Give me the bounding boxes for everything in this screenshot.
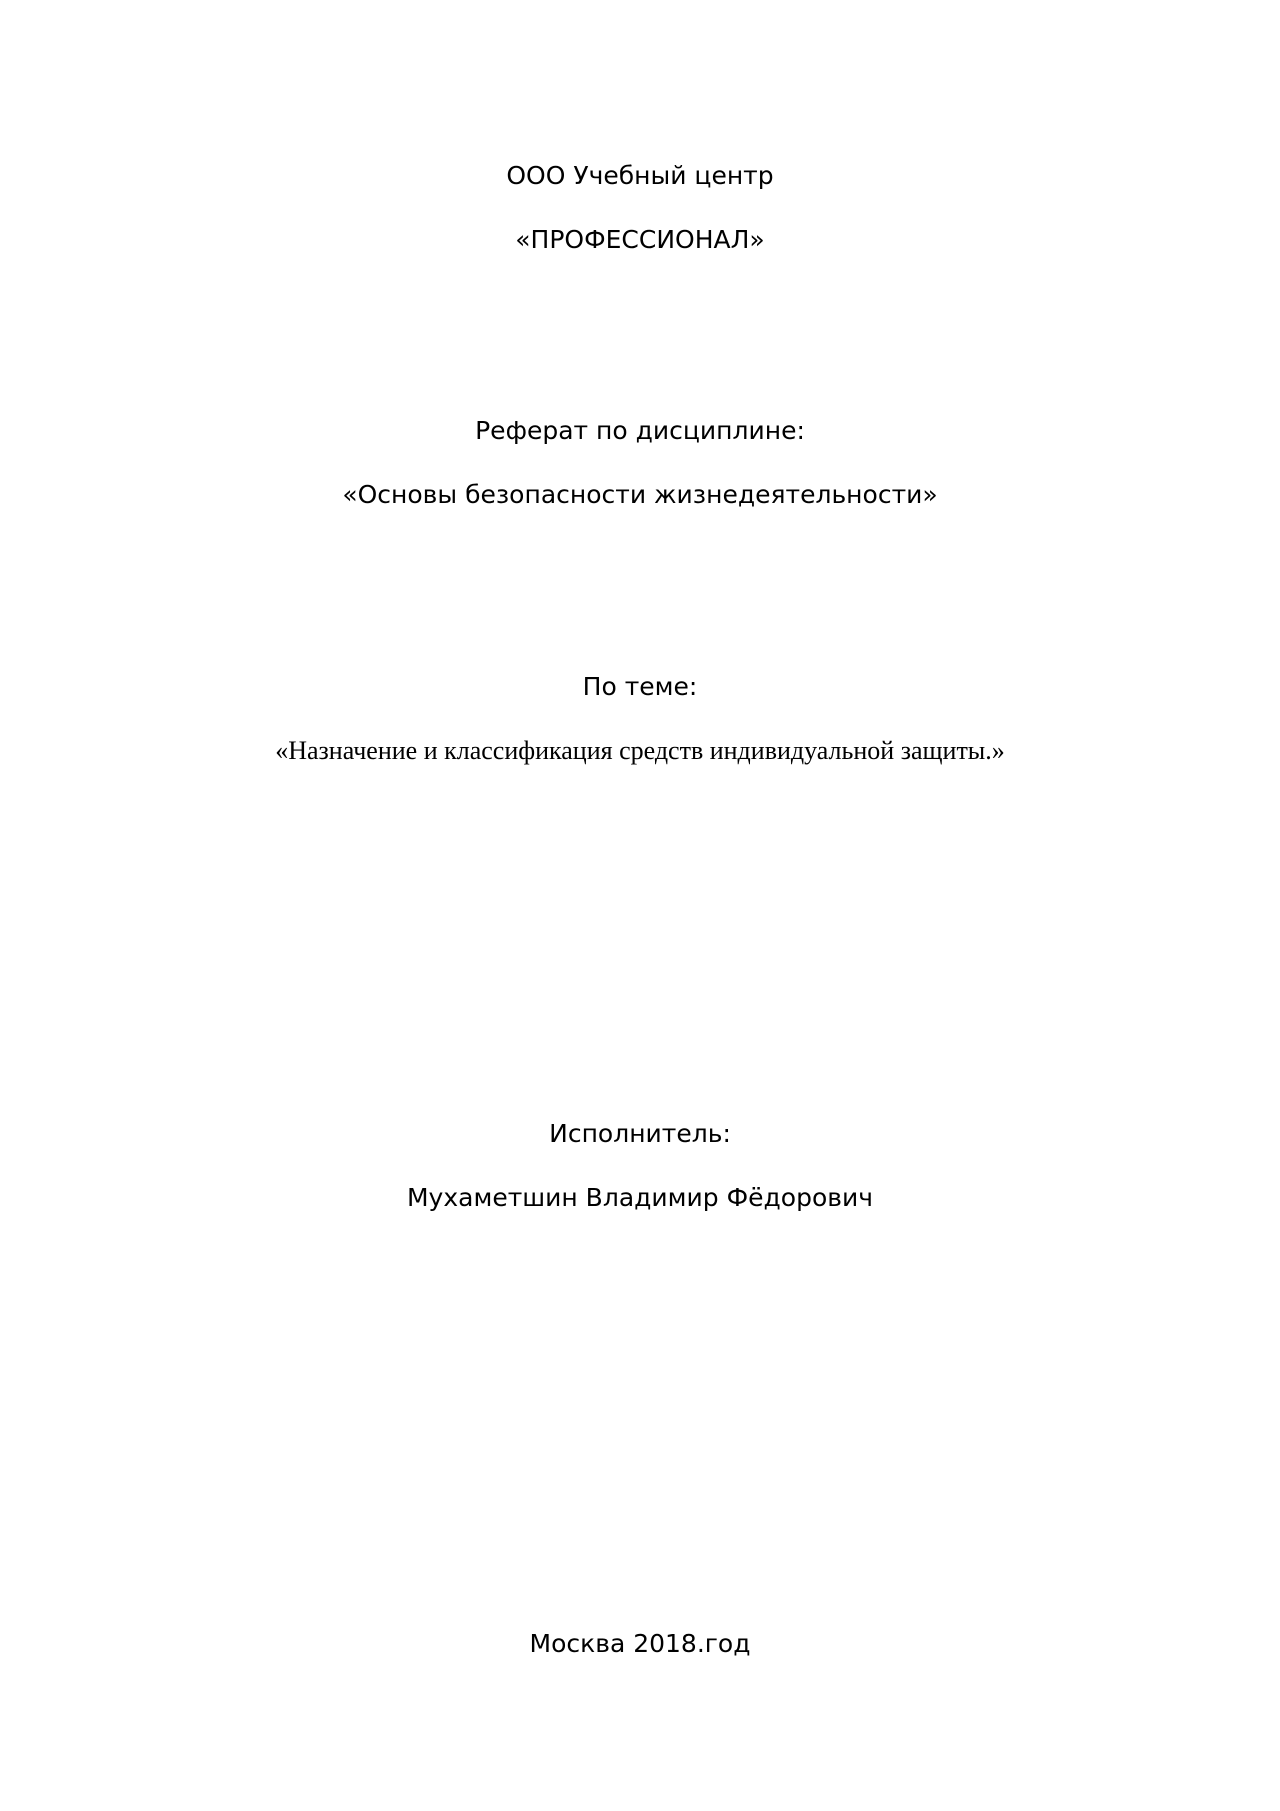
discipline-title: «Основы безопасности жизнедеятельности»: [342, 480, 938, 509]
topic-title: «Назначение и классификация средств индивидуальной защиты.»: [275, 736, 1005, 765]
essay-label: Реферат по дисциплине:: [475, 416, 805, 445]
organization-name: ООО Учебный центр: [506, 161, 774, 190]
place-year: Москва 2018.год: [529, 1629, 751, 1658]
author-label: Исполнитель:: [549, 1119, 731, 1148]
organization-brand: «ПРОФЕССИОНАЛ»: [515, 225, 765, 254]
topic-label: По теме:: [582, 672, 698, 701]
author-name: Мухаметшин Владимир Фёдорович: [406, 1183, 873, 1212]
